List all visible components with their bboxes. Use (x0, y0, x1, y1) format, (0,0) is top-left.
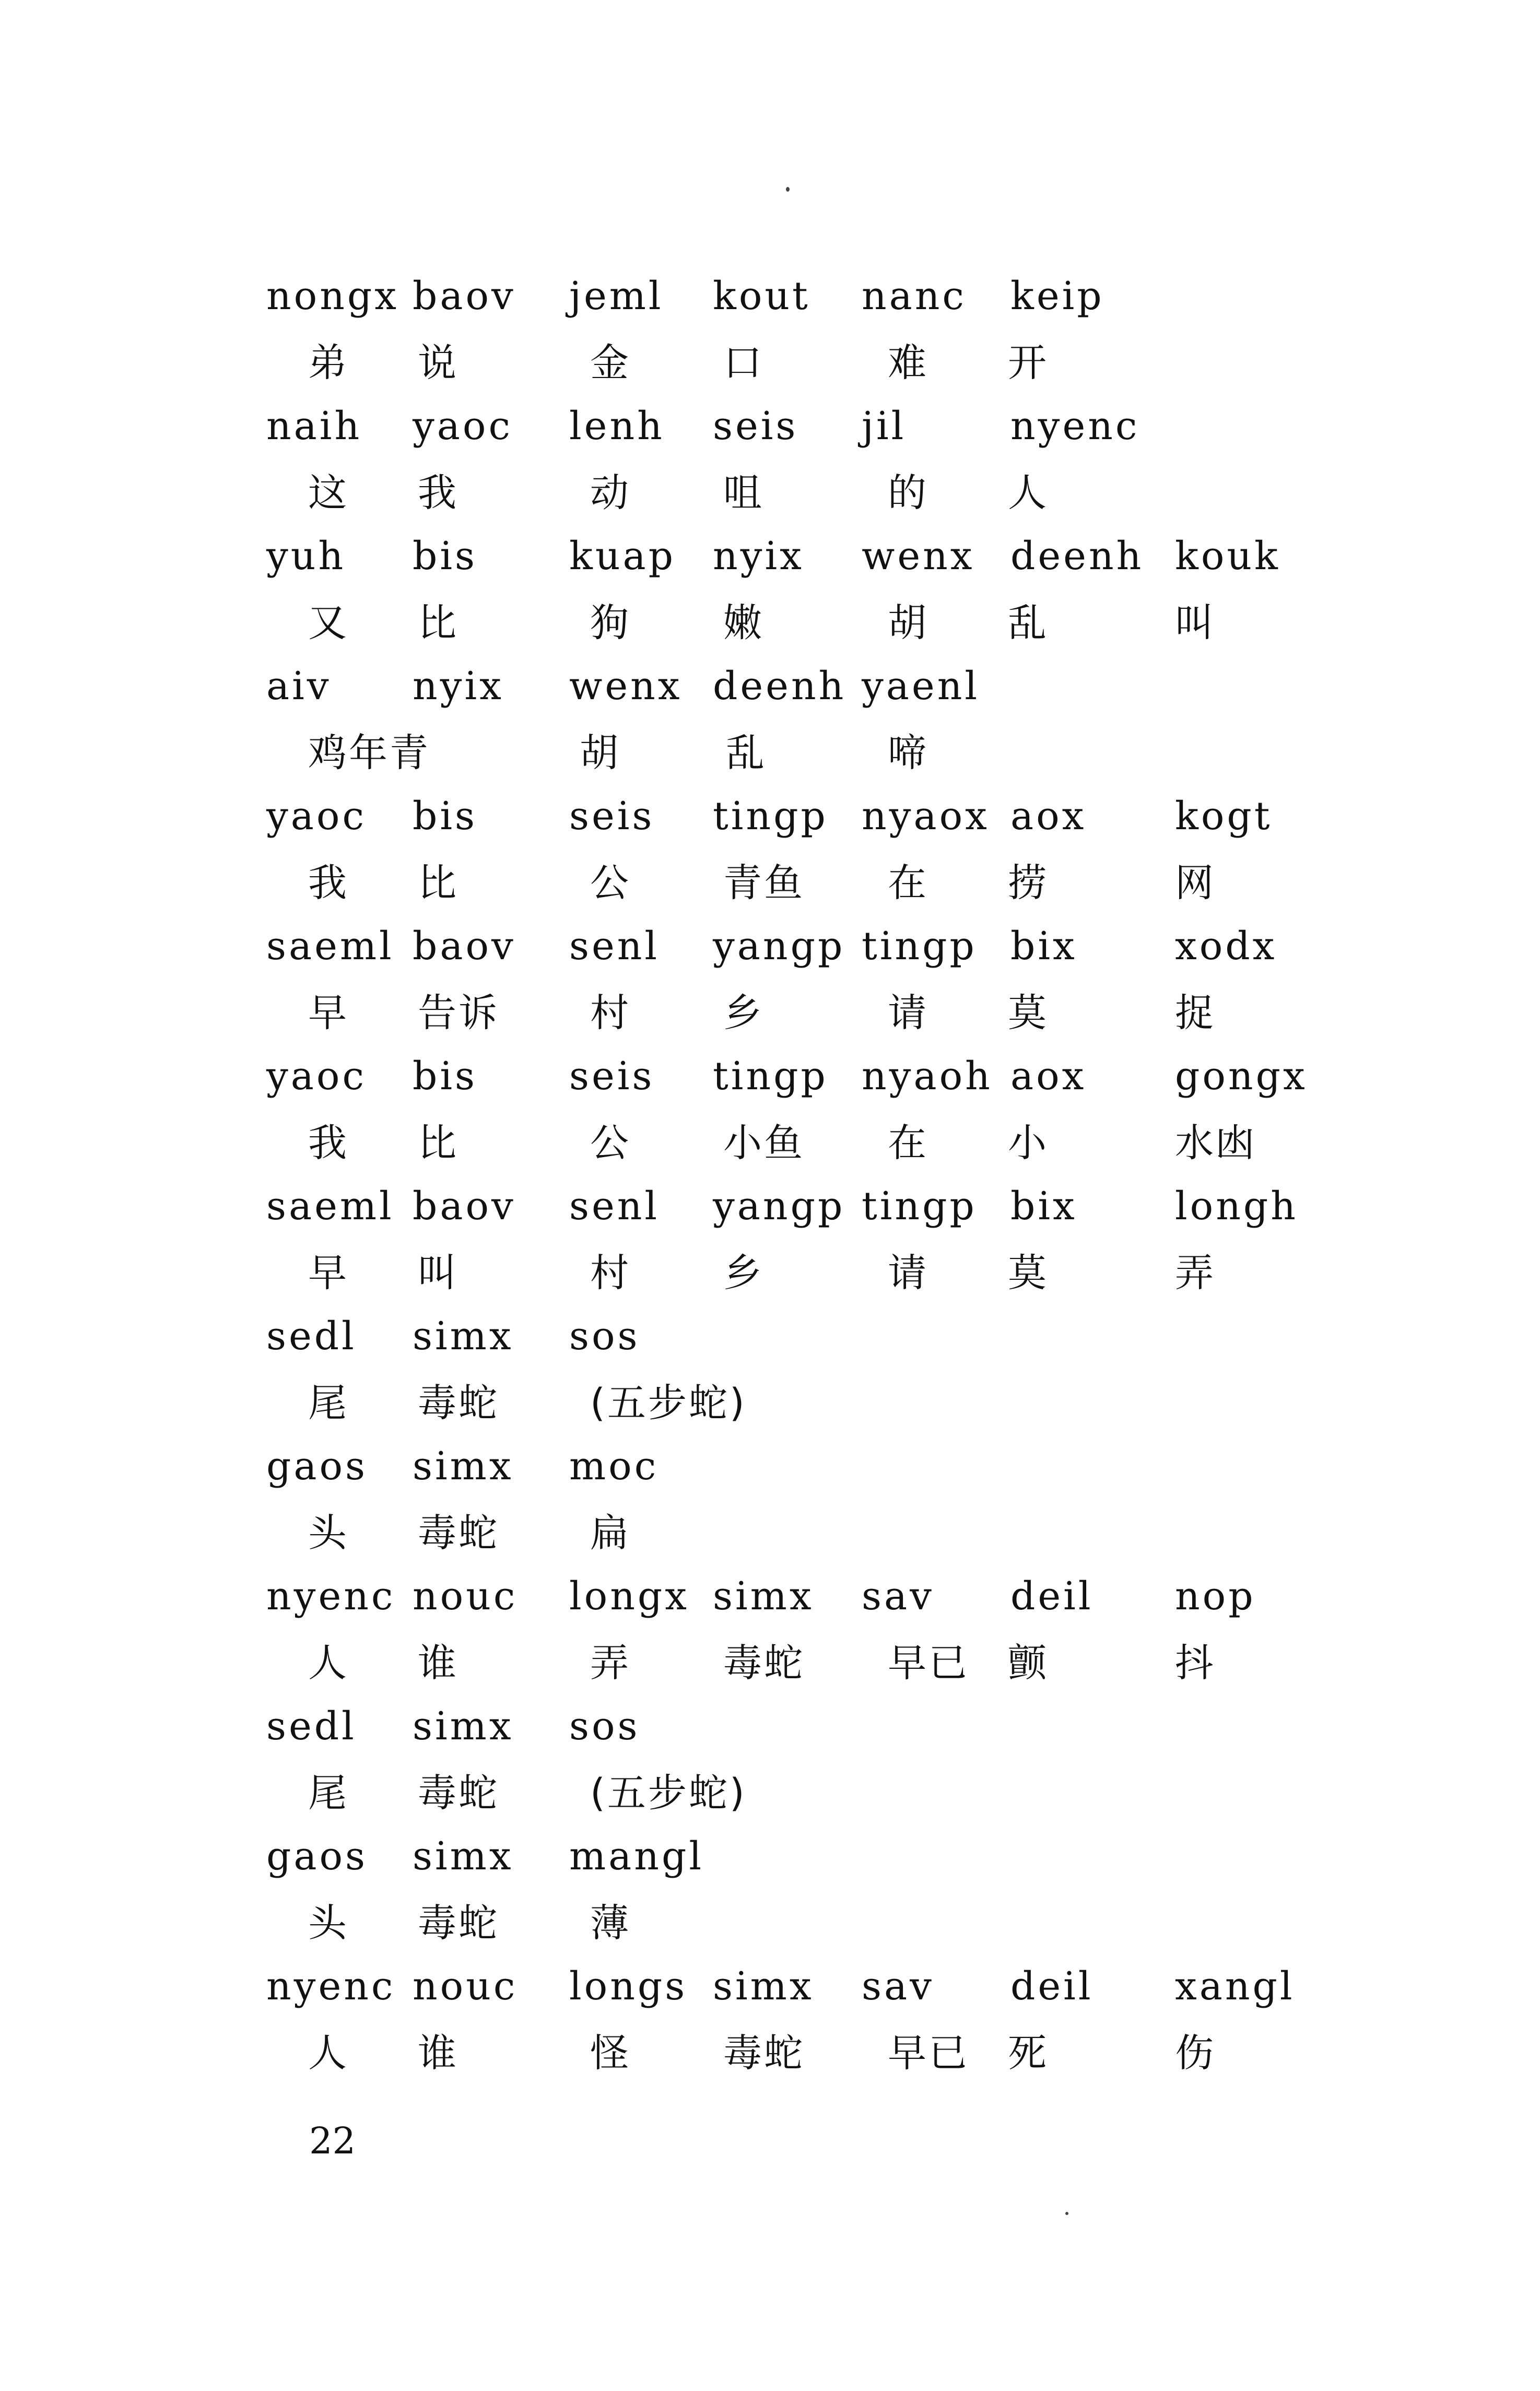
romanized-word: sav (862, 1574, 934, 1619)
romanized-word: nyix (713, 534, 804, 579)
romanized-word: yangp (713, 1184, 845, 1229)
romanized-word: simx (413, 1314, 514, 1359)
romanization-line (0, 1698, 1540, 1755)
gloss-word: 我 (418, 470, 459, 515)
gloss-word: 死 (1008, 2031, 1049, 2076)
gloss-word: 颤 (1008, 1641, 1049, 1686)
gloss-word: 人 (1008, 470, 1049, 515)
romanized-word: baov (413, 1184, 516, 1229)
romanized-word: saeml (266, 924, 394, 969)
romanized-word: deil (1010, 1964, 1094, 2009)
gloss-word: 村 (590, 991, 631, 1035)
romanization-line (0, 527, 1540, 585)
romanized-word: deenh (1010, 534, 1144, 579)
romanized-word: seis (713, 404, 798, 449)
romanized-word: kout (713, 274, 810, 319)
romanized-word: senl (569, 1184, 660, 1229)
gloss-word: 弄 (1175, 1251, 1216, 1295)
gloss-word: 捉 (1175, 991, 1216, 1035)
romanized-word: sedl (266, 1314, 357, 1359)
romanized-word: bix (1010, 1184, 1077, 1229)
romanized-word: mangl (569, 1834, 704, 1879)
romanization-line (0, 1308, 1540, 1365)
romanized-word: baov (413, 274, 516, 319)
romanized-word: kuap (569, 534, 676, 579)
gloss-word: 怪 (590, 2031, 631, 2076)
gloss-word: 比 (418, 861, 459, 905)
romanized-word: moc (569, 1444, 659, 1489)
gloss-word: 早已 (888, 2031, 969, 2076)
romanized-word: aiv (266, 664, 332, 709)
romanized-word: xangl (1175, 1964, 1295, 2009)
romanization-line (0, 1047, 1540, 1105)
romanized-word: kouk (1175, 534, 1280, 579)
romanized-word: nyenc (1010, 404, 1140, 449)
gloss-word: 薄 (590, 1901, 631, 1946)
romanized-word: aox (1010, 794, 1087, 839)
gloss-line (0, 1374, 1540, 1432)
gloss-word: 小鱼 (723, 1121, 805, 1165)
gloss-word: 我 (308, 861, 349, 905)
page-number: 22 (309, 2119, 356, 2162)
romanization-line (0, 267, 1540, 325)
gloss-word: 人 (308, 1641, 349, 1686)
gloss-line (0, 1634, 1540, 1692)
gloss-word: 金 (590, 340, 631, 385)
gloss-line (0, 594, 1540, 652)
romanized-word: tingp (862, 1184, 977, 1229)
gloss-line (0, 724, 1540, 782)
gloss-line (0, 1894, 1540, 1952)
gloss-word: 尾 (308, 1381, 349, 1426)
gloss-word: 扁 (590, 1511, 631, 1556)
gloss-word: 村 (590, 1251, 631, 1295)
romanized-word: nyaox (862, 794, 990, 839)
romanization-line (0, 1568, 1540, 1625)
gloss-word: 乱 (726, 731, 767, 775)
romanized-word: tingp (713, 794, 828, 839)
gloss-word: 这 (308, 470, 349, 515)
gloss-word: 啼 (888, 731, 928, 775)
romanized-word: aox (1010, 1054, 1087, 1099)
gloss-word: 说 (418, 340, 459, 385)
gloss-word: 头 (308, 1901, 349, 1946)
romanization-line (0, 1177, 1540, 1235)
romanized-word: nanc (862, 274, 967, 319)
gloss-word: 伤 (1175, 2031, 1216, 2076)
gloss-word: 莫 (1008, 991, 1049, 1035)
gloss-word: 嫩 (723, 600, 764, 645)
romanized-word: wenx (862, 534, 975, 579)
gloss-word: 我 (308, 1121, 349, 1165)
romanized-word: seis (569, 794, 655, 839)
romanized-word: nouc (413, 1574, 518, 1619)
romanized-word: jil (862, 404, 907, 449)
romanized-word: nouc (413, 1964, 518, 2009)
gloss-line (0, 1244, 1540, 1302)
gloss-word: 早已 (888, 1641, 969, 1686)
romanized-word: sos (569, 1704, 640, 1749)
romanized-word: simx (413, 1444, 514, 1489)
romanized-word: nyaoh (862, 1054, 993, 1099)
gloss-word: 毒蛇 (418, 1771, 499, 1816)
gloss-word: 叫 (418, 1251, 459, 1295)
gloss-word: 尾 (308, 1771, 349, 1816)
romanized-word: deenh (713, 664, 847, 709)
gloss-line (0, 464, 1540, 522)
gloss-line (0, 984, 1540, 1042)
gloss-word: 早 (308, 991, 349, 1035)
gloss-word: 公 (590, 861, 631, 905)
romanized-word: tingp (862, 924, 977, 969)
gloss-word: 请 (888, 1251, 928, 1295)
gloss-word: 弄 (590, 1641, 631, 1686)
romanized-word: deil (1010, 1574, 1094, 1619)
romanized-word: keip (1010, 274, 1104, 319)
romanized-word: sav (862, 1964, 934, 2009)
romanized-word: longh (1175, 1184, 1298, 1229)
gloss-word: 捞 (1008, 861, 1049, 905)
gloss-word: 谁 (418, 1641, 459, 1686)
romanized-word: sos (569, 1314, 640, 1359)
romanized-word: wenx (569, 664, 683, 709)
gloss-word: 的 (888, 470, 928, 515)
gloss-line (0, 854, 1540, 912)
romanized-word: longx (569, 1574, 689, 1619)
romanized-word: gaos (266, 1444, 368, 1489)
gloss-word: 毒蛇 (723, 2031, 805, 2076)
gloss-word: (五步蛇) (590, 1771, 747, 1816)
romanized-word: gongx (1175, 1054, 1308, 1099)
romanized-word: yaoc (266, 794, 367, 839)
romanized-word: yaoc (266, 1054, 367, 1099)
romanized-word: yaenl (862, 664, 980, 709)
gloss-word: 告诉 (418, 991, 499, 1035)
romanized-word: simx (713, 1574, 814, 1619)
romanized-word: naih (266, 404, 362, 449)
gloss-word: 乱 (1008, 600, 1049, 645)
romanized-word: xodx (1175, 924, 1277, 969)
gloss-word: 早 (308, 1251, 349, 1295)
romanized-word: simx (713, 1964, 814, 2009)
gloss-word: 抖 (1175, 1641, 1216, 1686)
romanized-word: jeml (569, 274, 664, 319)
scan-speck (1065, 2212, 1068, 2215)
romanized-word: nongx (266, 274, 399, 319)
romanization-line (0, 1438, 1540, 1495)
gloss-word: 比 (418, 1121, 459, 1165)
romanized-word: bix (1010, 924, 1077, 969)
romanized-word: seis (569, 1054, 655, 1099)
romanized-word: senl (569, 924, 660, 969)
romanized-word: sedl (266, 1704, 357, 1749)
gloss-word: 口 (723, 340, 764, 385)
gloss-word: 头 (308, 1511, 349, 1556)
romanization-line (0, 787, 1540, 845)
romanized-word: tingp (713, 1054, 828, 1099)
romanized-word: nyenc (266, 1964, 396, 2009)
gloss-line (0, 1764, 1540, 1822)
gloss-line (0, 1504, 1540, 1562)
romanized-word: saeml (266, 1184, 394, 1229)
gloss-word: 胡 (580, 731, 620, 775)
gloss-word: 毒蛇 (723, 1641, 805, 1686)
gloss-line (0, 1114, 1540, 1172)
romanized-word: yangp (713, 924, 845, 969)
romanized-word: yuh (266, 534, 346, 579)
romanized-word: bis (413, 794, 478, 839)
gloss-word: 谁 (418, 2031, 459, 2076)
gloss-word: 网 (1175, 861, 1216, 905)
gloss-word: 毒蛇 (418, 1381, 499, 1426)
romanization-line (0, 1958, 1540, 2015)
romanized-word: nyix (413, 664, 504, 709)
romanization-line (0, 917, 1540, 975)
gloss-word: 毒蛇 (418, 1511, 499, 1556)
romanized-word: gaos (266, 1834, 368, 1879)
gloss-word: 莫 (1008, 1251, 1049, 1295)
gloss-word: 在 (888, 861, 928, 905)
romanized-word: simx (413, 1834, 514, 1879)
gloss-word: 乡 (723, 991, 764, 1035)
romanization-line (0, 1828, 1540, 1885)
romanized-word: baov (413, 924, 516, 969)
romanized-word: kogt (1175, 794, 1273, 839)
gloss-word: 小 (1008, 1121, 1049, 1165)
gloss-word: 动 (590, 470, 631, 515)
gloss-word: 在 (888, 1121, 928, 1165)
romanized-word: bis (413, 534, 478, 579)
romanized-word: longs (569, 1964, 688, 2009)
gloss-word: 又 (308, 600, 349, 645)
romanized-word: nyenc (266, 1574, 396, 1619)
gloss-word: 人 (308, 2031, 349, 2076)
gloss-word: 青鱼 (723, 861, 805, 905)
gloss-word: 咀 (723, 470, 764, 515)
gloss-line (0, 2024, 1540, 2082)
gloss-word: 毒蛇 (418, 1901, 499, 1946)
romanized-word: bis (413, 1054, 478, 1099)
gloss-word: 开 (1008, 340, 1049, 385)
romanization-line (0, 657, 1540, 715)
gloss-word: 叫 (1175, 600, 1216, 645)
romanized-word: yaoc (413, 404, 513, 449)
gloss-word: 水凼 (1175, 1121, 1256, 1165)
romanized-word: nop (1175, 1574, 1256, 1619)
scan-speck (786, 187, 790, 192)
gloss-word: 请 (888, 991, 928, 1035)
gloss-word: (五步蛇) (590, 1381, 747, 1426)
gloss-word: 比 (418, 600, 459, 645)
gloss-word: 公 (590, 1121, 631, 1165)
gloss-word: 鸡年青 (308, 731, 430, 775)
romanized-word: simx (413, 1704, 514, 1749)
gloss-word: 难 (888, 340, 928, 385)
romanized-word: lenh (569, 404, 665, 449)
gloss-word: 乡 (723, 1251, 764, 1295)
romanization-line (0, 397, 1540, 455)
gloss-word: 弟 (308, 340, 349, 385)
gloss-word: 胡 (888, 600, 928, 645)
gloss-word: 狗 (590, 600, 631, 645)
gloss-line (0, 334, 1540, 392)
